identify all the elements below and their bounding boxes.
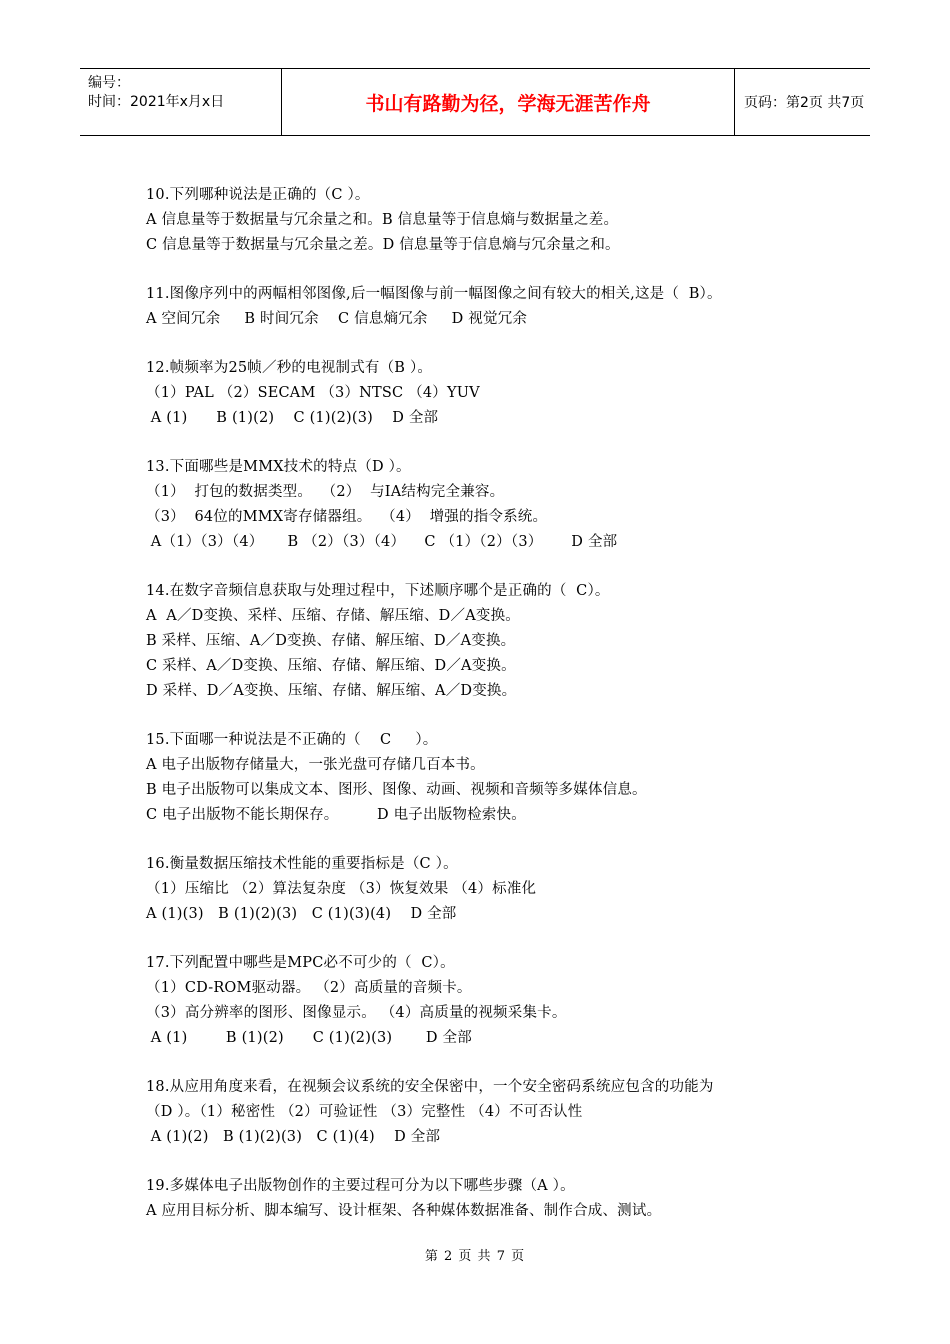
question-text: 13.下面哪些是MMX技术的特点（D ）。: [146, 459, 411, 475]
question-block: [146, 1174, 846, 1224]
question-option-line: D 采样、D／A变换、压缩、存储、解压缩、A／D变换。: [146, 683, 517, 699]
header-page-number: 页码：第2页 共7页: [744, 95, 865, 111]
header-meta: [80, 69, 282, 135]
question-option-line: （1） 打包的数据类型。 （2） 与IA结构完全兼容。: [146, 484, 505, 500]
page-footer: 第 2 页 共 7 页: [424, 1249, 526, 1264]
question-option-line: C 电子出版物不能长期保存。 D 电子出版物检索快。: [146, 807, 526, 823]
question-block: [146, 579, 846, 704]
question-block: [146, 455, 846, 555]
document-number: 编号：: [88, 75, 130, 91]
question-text: 10.下列哪种说法是正确的（C ）。: [146, 187, 370, 203]
question-block: [146, 852, 846, 927]
question-option-line: B 电子出版物可以集成文本、图形、图像、动画、视频和音频等多媒体信息。: [146, 782, 647, 798]
question-text: 12.帧频率为25帧／秒的电视制式有（B ）。: [146, 360, 433, 376]
question-option-line: A 应用目标分析、脚本编写、设计框架、各种媒体数据准备、制作合成、测试。: [146, 1203, 662, 1219]
question-option-line: C 信息量等于数据量与冗余量之差。D 信息量等于信息熵与冗余量之和。: [146, 237, 620, 253]
question-option-line: （1）PAL （2）SECAM （3）NTSC （4）YUV: [146, 385, 480, 401]
question-option-line: （1）压缩比 （2）算法复杂度 （3）恢复效果 （4）标准化: [146, 881, 537, 897]
question-block: [146, 282, 846, 332]
question-block: [146, 951, 846, 1051]
question-option-line: （3） 64位的MMX寄存储器组。 （4） 增强的指令系统。: [146, 509, 548, 525]
question-option-line: A 电子出版物存储量大，一张光盘可存储几百本书。: [146, 757, 485, 773]
question-text: 16.衡量数据压缩技术性能的重要指标是（C ）。: [146, 856, 458, 872]
question-option-line: （1）CD-ROM驱动器。 （2）高质量的音频卡。: [146, 980, 472, 996]
question-block: [146, 356, 846, 431]
question-text: 17.下列配置中哪些是MPC必不可少的（ C）。: [146, 955, 455, 971]
question-option-line: （3）高分辨率的图形、图像显示。 （4）高质量的视频采集卡。: [146, 1005, 567, 1021]
question-text: 18.从应用角度来看，在视频会议系统的安全保密中，一个安全密码系统应包含的功能为: [146, 1079, 714, 1095]
question-option-line: A (1) B (1)(2) C (1)(2)(3) D 全部: [146, 1030, 472, 1046]
question-block: [146, 183, 846, 258]
question-option-line: C 采样、A／D变换、压缩、存储、解压缩、D／A变换。: [146, 658, 516, 674]
question-option-line: A (1) B (1)(2) C (1)(2)(3) D 全部: [146, 410, 439, 426]
question-option-line: A A／D变换、采样、压缩、存储、解压缩、D／A变换。: [146, 608, 520, 624]
question-option-line: A 空间冗余 B 时间冗余 C 信息熵冗余 D 视觉冗余: [146, 311, 528, 327]
question-list: [146, 183, 846, 1248]
question-block: [146, 1075, 846, 1150]
question-text: 19.多媒体电子出版物创作的主要过程可分为以下哪些步骤（A ）。: [146, 1178, 575, 1194]
header-motto: 书山有路勤为径，学海无涯苦作舟: [282, 69, 735, 135]
question-text: 11.图像序列中的两幅相邻图像,后一幅图像与前一幅图像之间有较大的相关,这是（ B）。: [146, 286, 722, 302]
question-text: 14.在数字音频信息获取与处理过程中，下述顺序哪个是正确的（ C）。: [146, 583, 610, 599]
page-header: [80, 68, 870, 136]
question-option-line: （D ）。（1）秘密性 （2）可验证性 （3）完整性 （4）不可否认性: [146, 1104, 583, 1120]
question-option-line: A（1）（3）（4） B （2）（3）（4） C （1）（2）（3） D 全部: [146, 534, 618, 550]
question-option-line: B 采样、压缩、A／D变换、存储、解压缩、D／A变换。: [146, 633, 516, 649]
question-block: [146, 728, 846, 828]
document-time: 时间：2021年x月x日: [88, 94, 225, 110]
question-text: 15.下面哪一种说法是不正确的（ C ）。: [146, 732, 438, 748]
question-option-line: A (1)(2) B (1)(2)(3) C (1)(4) D 全部: [146, 1129, 441, 1145]
question-option-line: A 信息量等于数据量与冗余量之和。B 信息量等于信息熵与数据量之差。: [146, 212, 619, 228]
question-option-line: A (1)(3) B (1)(2)(3) C (1)(3)(4) D 全部: [146, 906, 457, 922]
